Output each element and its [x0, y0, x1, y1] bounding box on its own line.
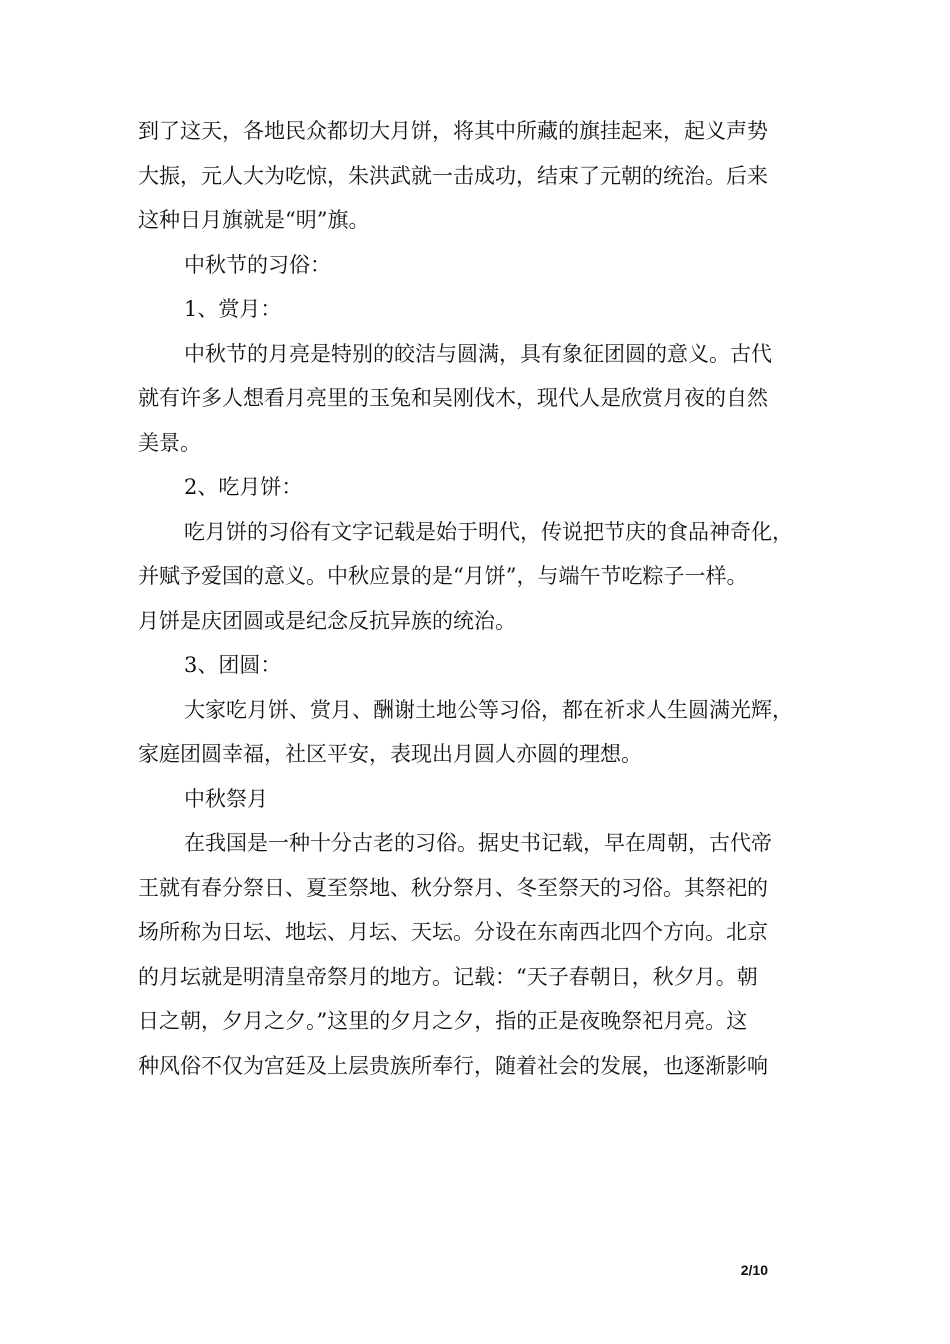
text-line: 种风俗不仅为宫廷及上层贵族所奉行，随着社会的发展，也逐渐影响 — [138, 1053, 768, 1078]
text-line: 日之朝，夕月之夕。”这里的夕月之夕，指的正是夜晚祭祀月亮。这 — [138, 1009, 748, 1033]
text-line: 并赋予爱国的意义。中秋应景的是“月饼”，与端午节吃粽子一样。 — [138, 564, 748, 588]
text-line: 就有许多人想看月亮里的玉兔和吴刚伐木，现代人是欣赏月夜的自然 — [138, 386, 768, 410]
subheading: 3、团圆： — [184, 653, 282, 677]
text-line: 中秋节的月亮是特别的皎洁与圆满，具有象征团圆的意义。古代 — [184, 341, 772, 366]
text-line: 月饼是庆团圆或是纪念反抗异族的统治。 — [138, 608, 516, 633]
text-line: 这种日月旗就是“明”旗。 — [138, 208, 370, 232]
text-line: 场所称为日坛、地坛、月坛、天坛。分设在东南西北四个方向。北京 — [138, 920, 768, 944]
page-number: 2/10 — [740, 1262, 768, 1278]
text-line: 家庭团圆幸福，社区平安，表现出月圆人亦圆的理想。 — [138, 742, 642, 766]
text-line: 大家吃月饼、赏月、酬谢土地公等习俗，都在祈求人生圆满光辉， — [184, 697, 793, 722]
section-heading: 中秋节的习俗： — [184, 252, 331, 277]
text-line: 吃月饼的习俗有文字记载是始于明代，传说把节庆的食品神奇化， — [184, 519, 793, 544]
subheading: 1、赏月： — [184, 297, 282, 321]
text-line: 大振，元人大为吃惊，朱洪武就一击成功，结束了元朝的统治。后来 — [138, 163, 768, 188]
text-line: 王就有春分祭日、夏至祭地、秋分祭月、冬至祭天的习俗。其祭祀的 — [138, 875, 768, 900]
subheading: 2、吃月饼： — [184, 475, 303, 499]
section-heading: 中秋祭月 — [184, 786, 268, 811]
text-line: 的月坛就是明清皇帝祭月的地方。记载：“天子春朝日，秋夕月。朝 — [138, 964, 758, 989]
document-body — [138, 109, 820, 1088]
text-line: 在我国是一种十分古老的习俗。据史书记载，早在周朝，古代帝 — [184, 831, 772, 855]
text-line: 美景。 — [138, 430, 201, 455]
text-line: 到了这天，各地民众都切大月饼，将其中所藏的旗挂起来，起义声势 — [138, 119, 768, 143]
